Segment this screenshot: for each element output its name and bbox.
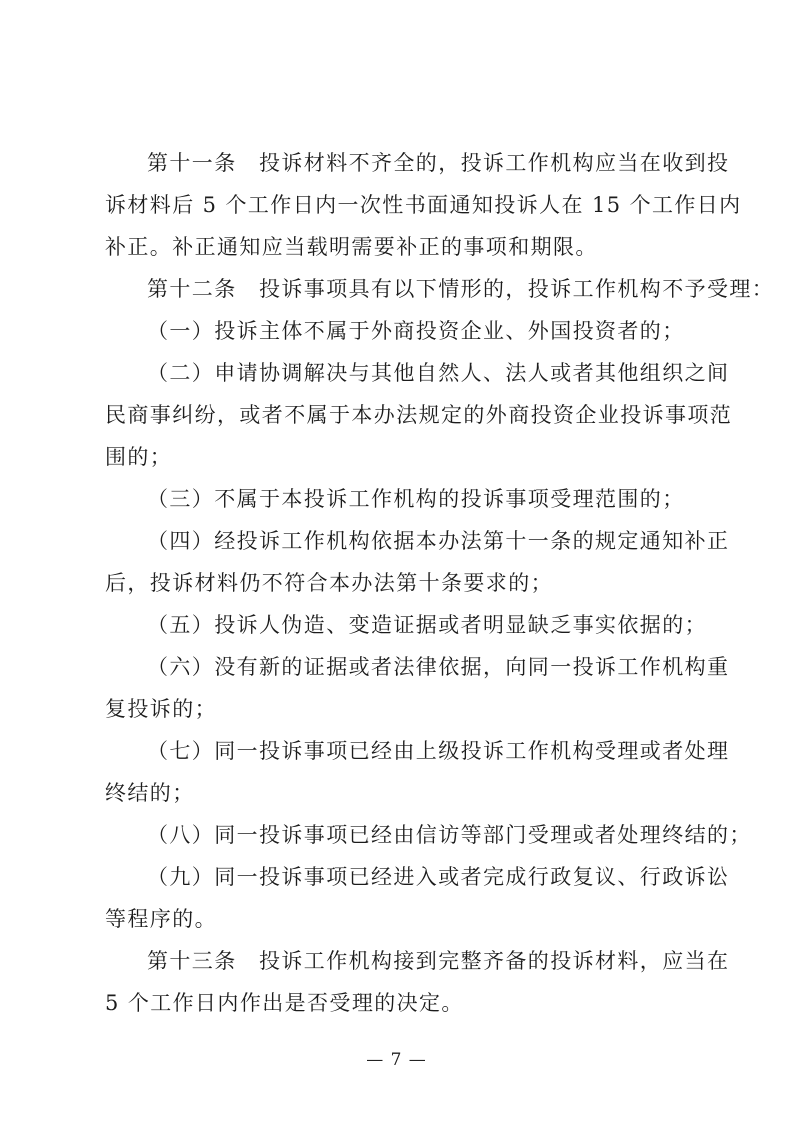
item-7-line-2: 终结的； (105, 781, 195, 805)
page-number: — 7 — (366, 1050, 427, 1070)
item-5: （五）投诉人伪造、变造证据或者明显缺乏事实依据的； (147, 613, 707, 637)
item-4-line-2: 后，投诉材料仍不符合本办法第十条要求的； (105, 571, 553, 595)
item-9-line-1: （九）同一投诉事项已经进入或者完成行政复议、行政诉讼 (147, 865, 730, 889)
item-8: （八）同一投诉事项已经由信访等部门受理或者处理终结的； (147, 823, 752, 847)
article-11-line-1: 第十一条 投诉材料不齐全的，投诉工作机构应当在收到投 (147, 151, 730, 175)
item-3: （三）不属于本投诉工作机构的投诉事项受理范围的； (147, 487, 685, 511)
item-4-line-1: （四）经投诉工作机构依据本办法第十一条的规定通知补正 (147, 529, 730, 553)
item-6-line-2: 复投诉的； (105, 697, 217, 721)
item-9-line-2: 等程序的。 (105, 907, 217, 931)
article-11-line-3: 补正。补正通知应当载明需要补正的事项和期限。 (105, 235, 598, 259)
item-7-line-1: （七）同一投诉事项已经由上级投诉工作机构受理或者处理 (147, 739, 730, 763)
item-2-line-1: （二）申请协调解决与其他自然人、法人或者其他组织之间 (147, 361, 730, 385)
item-2-line-2: 民商事纠纷，或者不属于本办法规定的外商投资企业投诉事项范 (105, 403, 733, 427)
item-1: （一）投诉主体不属于外商投资企业、外国投资者的； (147, 319, 685, 343)
article-13-line-2: 5 个工作日内作出是否受理的决定。 (105, 991, 464, 1015)
item-6-line-1: （六）没有新的证据或者法律依据，向同一投诉工作机构重 (147, 655, 730, 679)
article-13-line-1: 第十三条 投诉工作机构接到完整齐备的投诉材料，应当在 (147, 949, 730, 973)
article-12-heading: 第十二条 投诉事项具有以下情形的，投诉工作机构不予受理： (147, 277, 775, 301)
article-11-line-2: 诉材料后 5 个工作日内一次性书面通知投诉人在 15 个工作日内 (105, 193, 742, 217)
item-2-line-3: 围的； (105, 445, 173, 469)
